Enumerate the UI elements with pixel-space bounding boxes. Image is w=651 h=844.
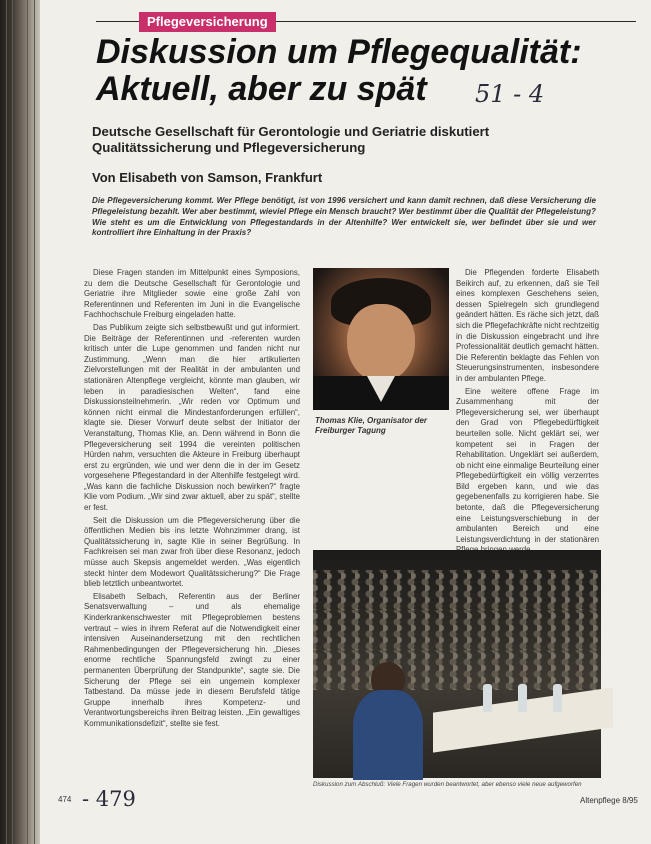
handwritten-note: 51 - 4: [475, 80, 545, 108]
article-column-right: [456, 268, 599, 544]
section-tag: Pflegeversicherung: [139, 12, 276, 32]
paragraph: Die Pflegenden forderte Elisabeth Beikirch auf, zu erkennen, daß sie Teil eines komplexen Geschehens seien, dessen Spielregeln sich grundlegend geändert hätten. Es räche sich jetzt, daß sich die Pflegefachkräfte nicht rechtzeitig in die Diskussion eingebracht und ihre Professionalität deutlich gemacht hätten. Die Referentin beklagte das Fehlen von Steuerungsinstrumenten, insbesondere in der ambulanten Pflege.: [456, 268, 599, 383]
portrait-caption: Thomas Klie, Organisator der Freiburger Tagung: [315, 416, 428, 435]
photo-face: [347, 304, 415, 382]
photo-bottle: [553, 684, 562, 712]
audience-photo: [313, 550, 601, 778]
book-spine: [0, 0, 40, 844]
portrait-photo: [313, 268, 449, 410]
lead-paragraph: Die Pflegeversicherung kommt. Wer Pflege benötigt, ist von 1996 versichert und kann damit rechnen, daß diese Versicherung die Pflegeleistung bezahlt. Wer aber bestimmt, wieviel Pflege ein Mensch braucht? Wer bestimmt über die Qualität der Pflegeleistung? Wie steht es um die Entwicklung von Pflegestandards in der Altenhilfe? Wer entwickelt sie, wer befindet über sie und wer kontrolliert ihre Einhaltung in der Praxis?: [92, 196, 596, 238]
paragraph: Elisabeth Selbach, Referentin aus der Berliner Senatsverwaltung – und als ehemalige Kinderkrankenschwester mit Pflegeproblemen bestens vertraut – wies in ihrem Referat auf die Notwendigkeit einer intensiven Auseinandersetzung mit den rechtlichen Rahmenbedingungen der Pflegeversicherung hin. „Dieses enorme rechtliche Spannungsfeld zwingt zu einer permanenten Überprüfung der Standpunkte“, sagte sie. Die Sicherung der Pflege sei ein ungemein komplexer Tatbestand. Da müsse jede in diesem Berufsfeld tätige Gruppe innerhalb ihres Kompetenz- und Verantwortungsbereichs ihren Beitrag leisten. „Ein gewaltiges Kommunikationsdefizit“, stellte sie fest.: [84, 591, 300, 728]
photo-audience-row: [313, 570, 601, 610]
paragraph: Eine weitere offene Frage im Zusammenhang mit der Pflegeversicherung sei, wer überhaupt den Grad von Pflegebedürftigkeit beurteilen solle. Nicht geklärt sei, wer kompetent sei in Fragen der Rehabilitation. Ungeklärt sei außerdem, ob nicht eine einmalige Beurteilung einer Pflegebedürftigkeit ein völlig verzerrtes Bild ergeben kann, und wie das gegebenenfalls zu korrigieren habe. Sie betonte, daß die Pflegeversicherung eine Leistungsverschiebung in der ambulanten Bereich und eine Leistungsverdichtung in der stationären: [456, 386, 599, 544]
paragraph: Seit die Diskussion um die Pflegeversicherung über die öffentlichen Medien bis ins letzte Wohnzimmer drang, ist Qualitätssicherung in, sagte Klie in seiner Begrüßung. In Fachkreisen sei man zwar froh über diese Resonanz, jedoch müsse auch Skepsis angemeldet werden. „Was eigentlich steckt hinter dem Modewort Qualitätssicherung?“ Die Frage blieb letztlich unbeantwortet.: [84, 515, 300, 589]
headline-line-1: Diskussion um Pflegequalität:: [96, 33, 582, 71]
paragraph: Diese Fragen standen im Mittelpunkt eines Symposions, zu dem die Deutsche Gesellschaft für Gerontologie und Geriatrie ihre Mitglieder sowie eine große Zahl von Referentinnen und Referenten im Juni in die Evangelische Fachhochschule Freiburg eingeladen hatte.: [84, 268, 300, 320]
photo-bottle: [483, 684, 492, 712]
photo-bottle: [518, 684, 527, 712]
page-number: 474: [58, 795, 72, 804]
paragraph: Das Publikum zeigte sich selbstbewußt und gut informiert. Die Beiträge der Referentinnen und -referenten wurden kritisch unter die Lupe genommen und fanden nicht nur Zustimmung. „Wenn man die hier artikulierten Zielvorstellungen mit der Realität in der ambulanten und stationären Altenpflege vergleicht, könnte man glauben, wir leben in paradiesischen Welten“, fand eine Diskussionsteilnehmerin. „Wir reden vor Optimum und können nicht einmal die Mindestanforderungen erfüllen“, klagte sie. Dieser Vorwurf deute selbst der Initiator der Veranstaltung, Thomas Klie, an. Denn während in Bonn die Pflegeversicherung seit 1994 die vereinten politischen Hürden nahm, versuchten die Akteure in Freiburg überhaupt erst zu ergründen, wie und wer denn die in der im Gesetz vorgesehene Pflegestandard in der Altenhilfe festgelegt wird. „Was kann die fachliche Diskussion noch bewirken?“ fragte Klie vom Podium. „Wir sind zwar aktuell, aber zu spät“, stellte er fest.: [84, 322, 300, 513]
headline: [96, 34, 636, 108]
magazine-page: [40, 0, 651, 844]
subtitle: Deutsche Gesellschaft für Gerontologie und Geriatrie diskutiert Qualitätssicherung und Pflegeversicherung: [92, 124, 490, 155]
byline: Von Elisabeth von Samson, Frankfurt: [92, 170, 323, 185]
journal-issue: Altenpflege 8/95: [580, 796, 638, 805]
article-column-left: [84, 268, 300, 814]
photo-speaker: [353, 690, 423, 780]
photo-audience-row: [313, 610, 601, 650]
handwritten-page-number: - 479: [82, 787, 136, 811]
headline-line-2: Aktuell, aber zu spät: [96, 70, 427, 108]
photo-caption: Diskussion zum Abschluß: Viele Fragen wurden beantwortet, aber ebenso viele neue aufgeworfen: [313, 781, 582, 788]
